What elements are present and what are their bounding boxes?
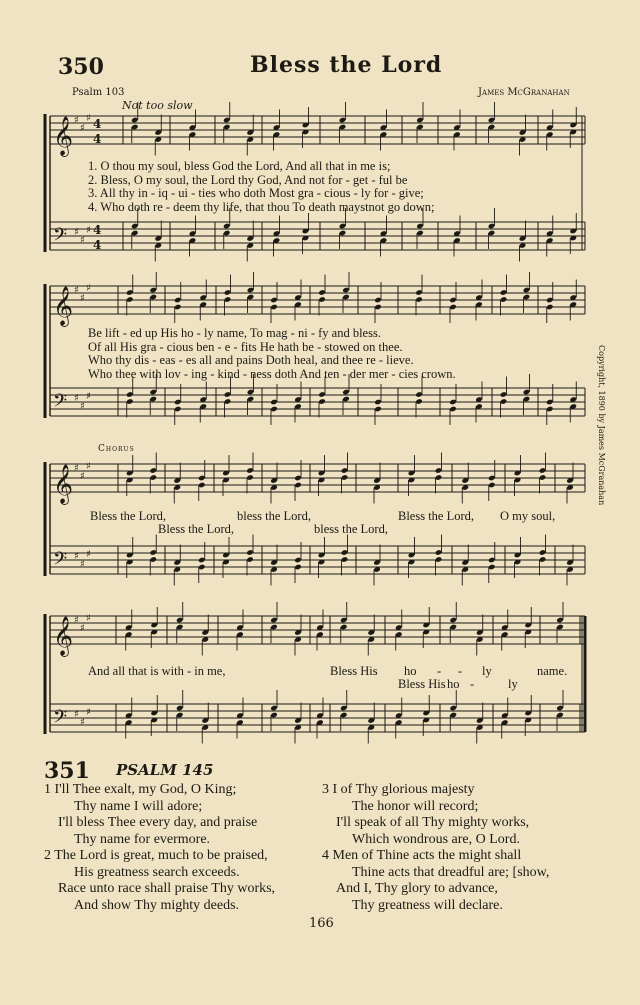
stanza-2 [44,848,275,914]
stanza-4 [322,848,549,914]
svg-text:4: 4 [93,238,102,252]
composer: James McGranahan [478,87,570,98]
treble-clef-icon: 𝄞 [53,464,74,504]
svg-text:♯: ♯ [80,235,85,246]
svg-text:♯: ♯ [86,113,91,124]
svg-text:♯: ♯ [74,615,79,626]
stanza-3-line-1: 3 I of Thy glorious majesty [322,782,475,797]
stanza-3-line-3: I'll speak of all Thy mighty works, [336,815,530,830]
verses-line2 [88,327,456,381]
svg-text:♯: ♯ [86,225,91,236]
stanza-2-line-1: 2 The Lord is great, much to be praised, [44,848,268,863]
hymn-351-title: PSALM 145 [116,761,214,779]
chorus-bass-lyric-2: bless the Lord, [314,522,388,536]
final-lyric-7: name. [537,664,568,678]
tempo-marking: Not too slow [122,99,193,112]
stanza-1-line-4: Thy name for evermore. [74,831,211,847]
stanza-3-line-2: The honor will record; [352,798,479,814]
svg-text:♯: ♯ [86,549,91,560]
verse-2-line2: Of all His gra - cious ben - e - fits He hath be - stowed on thee. [88,339,403,354]
svg-text:4: 4 [93,132,102,146]
stanza-3-line-4: Which wondrous are, O Lord. [352,831,520,847]
final-bass-lyric-3: - [470,677,475,691]
final-lyric-6: ly [482,664,492,678]
verse-4-line1: 4. Who doth re - deem thy life, that thou To death maystnot go down; [88,199,435,214]
svg-text:♯: ♯ [86,461,91,472]
svg-text:♯: ♯ [86,391,91,402]
hymn-number: 350 [58,54,104,80]
chorus-bass-lyric-1: Bless the Lord, [158,522,235,536]
final-lyric-2: Bless His [330,664,378,678]
svg-text:♯: ♯ [80,123,85,134]
stanza-4-line-4: Thy greatness will declare. [352,897,503,913]
chorus-lyric-2: bless the Lord, [237,509,311,523]
svg-text:♯: ♯ [80,623,85,634]
final-bass-lyric-4: ly [508,677,518,691]
svg-text:♯: ♯ [80,293,85,304]
final-lyric-4: - [437,664,442,678]
final-lyric-5: - [458,664,463,678]
chorus-lyric-1: Bless the Lord, [90,509,167,523]
svg-text:♯: ♯ [80,401,85,412]
verse-1-line2: Be lift - ed up His ho - ly name, To mag - ni - fy and bless. [88,326,381,340]
verse-3-line1: 3. All thy in - iq - ui - ties who doth Most gra - cious - ly for - give; [88,186,424,200]
verse-4-line2: Who thee with lov - ing - kind - ness doth And ten - der mer - cies crown. [88,366,456,381]
scripture-reference: Psalm 103 [72,87,125,98]
svg-text:♯: ♯ [74,393,79,404]
svg-text:♯: ♯ [80,717,85,728]
bass-clef-icon: 𝄢 [53,707,68,732]
stanza-3 [322,782,529,848]
chorus-label: Chorus [98,444,135,454]
svg-text:♯: ♯ [74,463,79,474]
svg-text:♯: ♯ [74,551,79,562]
stanza-4-line-3: And I, Thy glory to advance, [336,881,498,896]
page-number: 166 [309,916,334,931]
svg-text:♯: ♯ [80,559,85,570]
treble-clef-icon: 𝄞 [53,286,74,326]
stanza-1-line-1: 1 I'll Thee exalt, my God, O King; [44,782,237,797]
stanza-2-line-2: His greatness search exceeds. [74,864,240,880]
final-lyric-3: ho [404,664,417,678]
stanza-1 [44,782,257,848]
chorus-lyric-3: Bless the Lord, [398,509,475,523]
chorus-lyric-4: O my soul, [500,509,556,523]
stanza-1-line-3: I'll bless Thee every day, and praise [58,815,258,830]
svg-text:♯: ♯ [86,613,91,624]
svg-text:4: 4 [93,223,102,237]
stanza-4-line-2: Thine acts that dreadful are; [show, [352,864,550,880]
verse-2-line1: 2. Bless, O my soul, the Lord thy God, And not for - get - ful be [88,172,408,187]
verse-1-line1: 1. O thou my soul, bless God the Lord, And all that in me is; [88,159,391,173]
svg-text:♯: ♯ [74,227,79,238]
bass-clef-icon: 𝄢 [53,549,68,574]
stanza-1-line-2: Thy name I will adore; [74,798,203,814]
hymn-351-number: 351 [44,758,90,784]
svg-text:♯: ♯ [74,115,79,126]
stanza-4-line-1: 4 Men of Thine acts the might shall [322,848,522,863]
svg-text:4: 4 [93,117,102,131]
final-bass-lyric-1: Bless His [398,677,446,691]
bass-clef-icon: 𝄢 [53,391,68,416]
svg-text:♯: ♯ [86,283,91,294]
treble-clef-icon: 𝄞 [53,116,74,156]
verses-line1 [88,160,435,214]
treble-clef-icon: 𝄞 [53,616,74,656]
bass-clef-icon: 𝄢 [53,225,68,250]
hymn-title: Bless the Lord [250,52,443,78]
stanza-2-line-3: Race unto race shall praise Thy works, [58,881,276,896]
svg-text:♯: ♯ [74,285,79,296]
svg-text:♯: ♯ [86,707,91,718]
verse-3-line2: Who thy dis - eas - es all and pains Doth heal, and thee re - lieve. [88,353,414,367]
final-lyric-1: And all that is with - in me, [88,664,226,678]
svg-text:♯: ♯ [80,471,85,482]
final-bass-lyric-2: ho [447,677,460,691]
svg-text:♯: ♯ [74,709,79,720]
stanza-2-line-4: And show Thy mighty deeds. [74,897,240,913]
copyright-notice: Copyright, 1890 by James McGranahan [597,345,606,506]
